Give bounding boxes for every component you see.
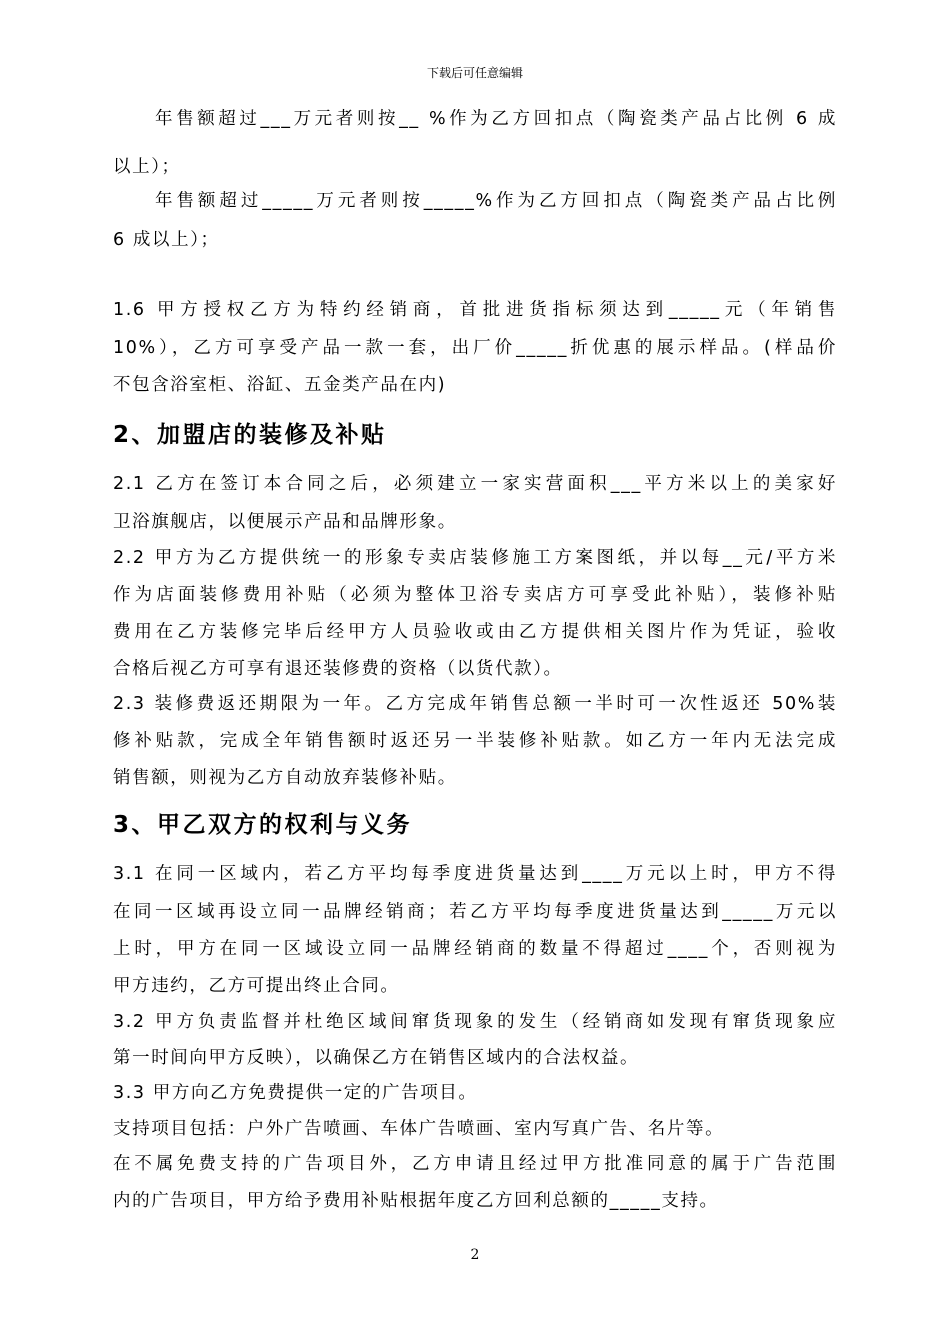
clause-2-3-line: 修补贴款，完成全年销售额时返还另一半装修补贴款。如乙方一年内无法完成 (113, 731, 837, 751)
clause-3-1-line: 上时，甲方在同一区域设立同一品牌经销商的数量不得超过____个，否则视为 (113, 939, 837, 959)
text-line: 以上）； (113, 157, 181, 177)
clause-2-3-line: 销售额，则视为乙方自动放弃装修补贴。 (113, 768, 457, 788)
section-2-heading: 2、加盟店的装修及补贴 (113, 422, 387, 448)
page-header: 下载后可任意编辑 (426, 66, 523, 80)
clause-2-2-line: 费用在乙方装修完毕后经甲方人员验收或由乙方提供相关图片作为凭证，验收 (113, 622, 837, 642)
text-line: 年售额超过_____万元者则按_____%作为乙方回扣点（陶瓷类产品占比例 (155, 191, 837, 211)
clause-3-3-line: 内的广告项目，甲方给予费用补贴根据年度乙方回利总额的_____支持。 (113, 1191, 719, 1211)
clause-3-2-line: 第一时间向甲方反映），以确保乙方在销售区域内的合法权益。 (113, 1048, 640, 1068)
clause-3-3-line: 支持项目包括：户外广告喷画、车体广告喷画、室内写真广告、名片等。 (113, 1119, 725, 1139)
clause-2-3-line: 2.3 装修费返还期限为一年。乙方完成年销售总额一半时可一次性返还 50%装 (113, 694, 837, 714)
clause-3-3-line: 在不属免费支持的广告项目外，乙方申请且经过甲方批准同意的属于广告范围 (113, 1154, 837, 1174)
text-line: 6 成以上）； (113, 230, 220, 250)
text-line: 年售额超过___万元者则按__ %作为乙方回扣点（陶瓷类产品占比例 6 成 (155, 109, 837, 129)
clause-3-1-line: 3.1 在同一区域内，若乙方平均每季度进货量达到____万元以上时，甲方不得 (113, 864, 837, 884)
section-3-heading: 3、甲乙双方的权利与义务 (113, 812, 413, 838)
clause-1-6-line: 1.6 甲方授权乙方为特约经销商，首批进货指标须达到_____元（年销售 (113, 300, 837, 320)
clause-2-1-line: 2.1 乙方在签订本合同之后，必须建立一家实营面积___平方米以上的美家好 (113, 474, 837, 494)
clause-2-2-line: 合格后视乙方可享有退还装修费的资格（以货代款）。 (113, 659, 563, 679)
clause-2-1-line: 卫浴旗舰店，以便展示产品和品牌形象。 (113, 512, 457, 532)
clause-2-2-line: 作为店面装修费用补贴（必须为整体卫浴专卖店方可享受此补贴），装修补贴 (113, 585, 837, 605)
clause-1-6-line: 10%），乙方可享受产品一款一套，出厂价_____折优惠的展示样品。(样品价 (113, 338, 837, 358)
clause-3-1-line: 在同一区域再设立同一品牌经销商；若乙方平均每季度进货量达到_____万元以 (113, 902, 837, 922)
clause-2-2-line: 2.2 甲方为乙方提供统一的形象专卖店装修施工方案图纸，并以每__元/平方米 (113, 548, 837, 568)
clause-3-1-line: 甲方违约，乙方可提出终止合同。 (113, 976, 400, 996)
clause-3-2-line: 3.2 甲方负责监督并杜绝区域间窜货现象的发生（经销商如发现有窜货现象应 (113, 1012, 837, 1032)
page-number: 2 (470, 1247, 480, 1263)
clause-1-6-line: 不包含浴室柜、浴缸、五金类产品在内) (113, 375, 447, 395)
clause-3-3-line: 3.3 甲方向乙方免费提供一定的广告项目。 (113, 1083, 478, 1103)
